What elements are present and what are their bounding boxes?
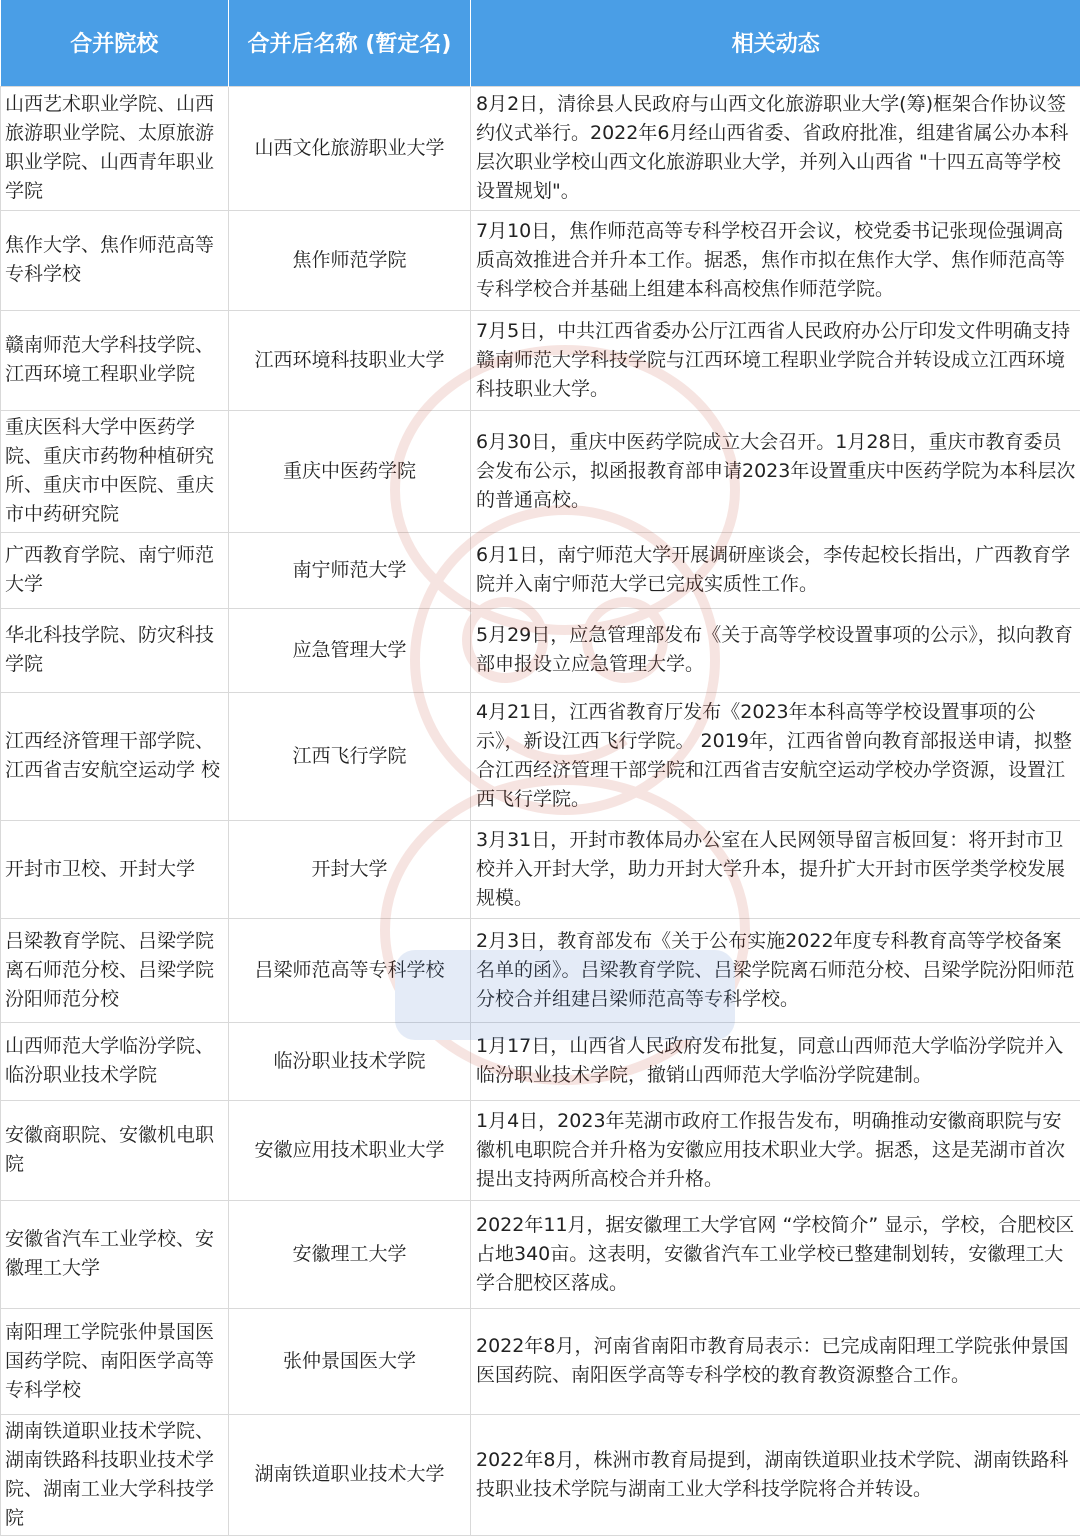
table-row [1,310,1080,410]
merged-name-cell: 张仲景国医大学 [229,1308,471,1414]
merged-name-cell: 临汾职业技术学院 [229,1022,471,1100]
schools-cell: 华北科技学院、防灾科技学院 [1,608,229,692]
table-row [1,820,1080,918]
schools-cell: 广西教育学院、南宁师范大学 [1,532,229,608]
table-row [1,918,1080,1022]
table-row [1,1414,1080,1535]
merged-name-cell: 应急管理大学 [229,608,471,692]
merged-name-cell: 山西文化旅游职业大学 [229,86,471,210]
header-merged-name: 合并后名称 (暂定名) [229,0,471,86]
merged-name-cell: 吕梁师范高等专科学校 [229,918,471,1022]
news-cell: 2月3日，教育部发布《关于公布实施2022年度专科教育高等学校备案名单的函》。吕梁教育学院、吕梁学院离石师范分校、吕梁学院汾阳师范分校合并组建吕梁师范高等专科学校。 [471,918,1080,1022]
news-cell: 2022年8月，河南省南阳市教育局表示：已完成南阳理工学院张仲景国医国药院、南阳医学高等专科学校的教育教资源整合工作。 [471,1308,1080,1414]
news-cell: 3月31日，开封市教体局办公室在人民网领导留言板回复：将开封市卫校并入开封大学，助力开封大学升本，提升扩大开封市医学类学校发展规模。 [471,820,1080,918]
news-cell: 1月17日，山西省人民政府发布批复，同意山西师范大学临汾学院并入临汾职业技术学院，撤销山西师范大学临汾学院建制。 [471,1022,1080,1100]
table-row [1,532,1080,608]
table-row [1,1200,1080,1308]
table-row [1,1308,1080,1414]
schools-cell: 山西艺术职业学院、山西旅游职业学院、太原旅游职业学院、山西青年职业学院 [1,86,229,210]
merged-name-cell: 焦作师范学院 [229,210,471,310]
schools-cell: 湖南铁道职业技术学院、湖南铁路科技职业技术学院、湖南工业大学科技学院 [1,1414,229,1535]
table-row [1,1100,1080,1200]
header-related-news: 相关动态 [471,0,1080,86]
table-row [1,410,1080,532]
news-cell: 5月29日，应急管理部发布《关于高等学校设置事项的公示》，拟向教育部申报设立应急管理大学。 [471,608,1080,692]
news-cell: 4月21日，江西省教育厅发布《2023年本科高等学校设置事项的公示》，新设江西飞行学院。 2019年，江西省曾向教育部报送申请，拟整合江西经济管理干部学院和江西省吉安航空运动学校办学资源，设置江西飞行学院。 [471,692,1080,820]
schools-cell: 开封市卫校、开封大学 [1,820,229,918]
news-cell: 7月10日，焦作师范高等专科学校召开会议，校党委书记张现俭强调高质高效推进合并升本工作。据悉，焦作市拟在焦作大学、焦作师范高等专科学校合并基础上组建本科高校焦作师范学院。 [471,210,1080,310]
news-cell: 2022年11月，据安徽理工大学官网 “学校简介” 显示，学校，合肥校区占地340亩。这表明，安徽省汽车工业学校已整建制划转，安徽理工大学合肥校区落成。 [471,1200,1080,1308]
schools-cell: 重庆医科大学中医药学院、重庆市药物种植研究所、重庆市中医院、重庆市中药研究院 [1,410,229,532]
news-cell: 6月1日，南宁师范大学开展调研座谈会，李传起校长指出，广西教育学院并入南宁师范大学已完成实质性工作。 [471,532,1080,608]
news-cell: 6月30日，重庆中医药学院成立大会召开。1月28日，重庆市教育委员会发布公示，拟函报教育部申请2023年设置重庆中医药学院为本科层次的普通高校。 [471,410,1080,532]
merged-name-cell: 江西飞行学院 [229,692,471,820]
schools-cell: 焦作大学、焦作师范高等专科学校 [1,210,229,310]
schools-cell: 赣南师范大学科技学院、江西环境工程职业学院 [1,310,229,410]
header-merging-schools: 合并院校 [1,0,229,86]
news-cell: 1月4日，2023年芜湖市政府工作报告发布，明确推动安徽商职院与安徽机电职院合并升格为安徽应用技术职业大学。据悉，这是芜湖市首次提出支持两所高校合并升格。 [471,1100,1080,1200]
news-cell: 8月2日，清徐县人民政府与山西文化旅游职业大学(筹)框架合作协议签约仪式举行。2022年6月经山西省委、省政府批准，组建省属公办本科层次职业学校山西文化旅游职业大学，并列入山西省 "十四五高等学校设置规划"。 [471,86,1080,210]
schools-cell: 安徽省汽车工业学校、安徽理工大学 [1,1200,229,1308]
schools-cell: 吕梁教育学院、吕梁学院离石师范分校、吕梁学院汾阳师范分校 [1,918,229,1022]
schools-cell: 安徽商职院、安徽机电职院 [1,1100,229,1200]
schools-cell: 山西师范大学临汾学院、临汾职业技术学院 [1,1022,229,1100]
news-cell: 2022年8月，株洲市教育局提到，湖南铁道职业技术学院、湖南铁路科技职业技术学院与湖南工业大学科技学院将合并转设。 [471,1414,1080,1535]
table-row [1,210,1080,310]
table-row [1,86,1080,210]
news-cell: 7月5日，中共江西省委办公厅江西省人民政府办公厅印发文件明确支持赣南师范大学科技学院与江西环境工程职业学院合并转设成立江西环境科技职业大学。 [471,310,1080,410]
schools-cell: 南阳理工学院张仲景国医国药学院、南阳医学高等专科学校 [1,1308,229,1414]
merged-name-cell: 开封大学 [229,820,471,918]
merged-name-cell: 安徽理工大学 [229,1200,471,1308]
merged-name-cell: 湖南铁道职业技术大学 [229,1414,471,1535]
table-row [1,692,1080,820]
merged-name-cell: 重庆中医药学院 [229,410,471,532]
merged-name-cell: 安徽应用技术职业大学 [229,1100,471,1200]
table-row [1,608,1080,692]
merged-name-cell: 南宁师范大学 [229,532,471,608]
merged-name-cell: 江西环境科技职业大学 [229,310,471,410]
table-row [1,1022,1080,1100]
header-row [1,0,1080,86]
schools-cell: 江西经济管理干部学院、江西省吉安航空运动学 校 [1,692,229,820]
